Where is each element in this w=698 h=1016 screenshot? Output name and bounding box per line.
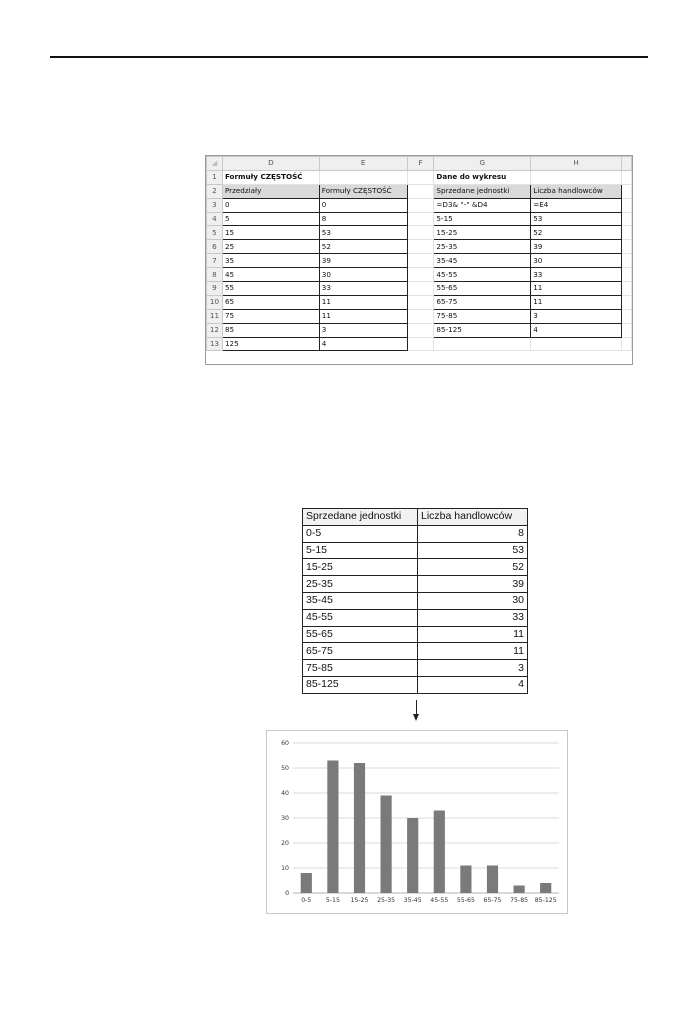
row-number[interactable]: 7 (207, 254, 223, 268)
row-number[interactable]: 12 (207, 323, 223, 337)
bar (514, 886, 525, 894)
y-tick-label: 30 (281, 815, 289, 822)
spreadsheet-screenshot (205, 155, 633, 365)
cell[interactable] (531, 170, 622, 184)
row-number[interactable]: 13 (207, 337, 223, 351)
cell[interactable]: 35-45 (434, 254, 531, 268)
spreadsheet-grid (206, 156, 632, 351)
row-number[interactable]: 8 (207, 268, 223, 282)
cell[interactable]: 5-15 (434, 212, 531, 226)
x-tick-label: 35-45 (403, 897, 422, 904)
y-tick-label: 50 (281, 765, 289, 772)
cell[interactable]: 0 (319, 198, 407, 212)
table-cell: 75-85 (303, 660, 418, 677)
cell[interactable] (407, 254, 434, 268)
cell[interactable]: 75-85 (434, 309, 531, 323)
histogram-data-table (302, 508, 528, 694)
cell[interactable]: 4 (531, 323, 622, 337)
sheet-row (207, 295, 632, 309)
x-tick-label: 45-55 (430, 897, 449, 904)
bar (540, 883, 551, 893)
table-cell: 53 (418, 542, 528, 559)
cell[interactable] (407, 198, 434, 212)
sheet-row (207, 309, 632, 323)
table-cell: 8 (418, 525, 528, 542)
table-cell: 11 (418, 626, 528, 643)
cell[interactable] (622, 337, 632, 351)
x-tick-label: 65-75 (483, 897, 502, 904)
row-number[interactable]: 4 (207, 212, 223, 226)
table-cell: 33 (418, 609, 528, 626)
bar (381, 796, 392, 894)
sheet-row (207, 170, 632, 184)
cell[interactable] (407, 170, 434, 184)
sheet-row (207, 212, 632, 226)
cell[interactable]: Formuły CZĘSTOŚĆ (222, 170, 319, 184)
column-header-blank[interactable] (622, 157, 632, 171)
x-tick-label: 25-35 (377, 897, 396, 904)
table-cell: 4 (418, 676, 528, 693)
table-cell: 3 (418, 660, 528, 677)
cell[interactable]: Formuły CZĘSTOŚĆ (319, 184, 407, 198)
cell[interactable]: 11 (531, 282, 622, 296)
cell[interactable] (622, 268, 632, 282)
x-tick-label: 5-15 (325, 897, 340, 904)
cell[interactable]: 55 (222, 282, 319, 296)
down-arrow-icon (413, 714, 419, 721)
row-number[interactable]: 3 (207, 198, 223, 212)
table-cell: 25-35 (303, 576, 418, 593)
table-row (303, 626, 528, 643)
row-number[interactable]: 6 (207, 240, 223, 254)
cell[interactable]: 11 (531, 295, 622, 309)
row-number[interactable]: 1 (207, 170, 223, 184)
bar (354, 763, 365, 893)
cell[interactable]: 45-55 (434, 268, 531, 282)
cell[interactable]: 53 (319, 226, 407, 240)
table-cell: 39 (418, 576, 528, 593)
sheet-row (207, 323, 632, 337)
cell[interactable]: 52 (531, 226, 622, 240)
cell[interactable]: 33 (319, 282, 407, 296)
cell[interactable] (622, 184, 632, 198)
cell[interactable]: 35 (222, 254, 319, 268)
cell[interactable]: 15 (222, 226, 319, 240)
cell[interactable] (622, 295, 632, 309)
cell[interactable]: 55-65 (434, 282, 531, 296)
column-header[interactable]: F (407, 157, 434, 171)
cell[interactable] (622, 309, 632, 323)
table-row (303, 576, 528, 593)
cell[interactable]: 5 (222, 212, 319, 226)
column-header-row (207, 157, 632, 171)
cell[interactable] (407, 226, 434, 240)
table-row (303, 660, 528, 677)
sheet-row (207, 268, 632, 282)
cell[interactable] (407, 184, 434, 198)
bar (460, 866, 471, 894)
cell[interactable] (319, 170, 407, 184)
table-row (303, 643, 528, 660)
cell[interactable]: 85-125 (434, 323, 531, 337)
bar (407, 818, 418, 893)
table-cell: 30 (418, 592, 528, 609)
cell[interactable] (622, 226, 632, 240)
cell[interactable]: 25-35 (434, 240, 531, 254)
cell[interactable] (407, 268, 434, 282)
bar (434, 811, 445, 894)
bar (327, 761, 338, 894)
cell[interactable]: 53 (531, 212, 622, 226)
table-cell: 65-75 (303, 643, 418, 660)
cell[interactable] (407, 337, 434, 351)
sheet-row (207, 240, 632, 254)
y-tick-label: 0 (285, 890, 289, 897)
cell[interactable]: Przedziały (222, 184, 319, 198)
row-number[interactable]: 5 (207, 226, 223, 240)
row-number[interactable]: 9 (207, 282, 223, 296)
sheet-row (207, 198, 632, 212)
cell[interactable] (622, 198, 632, 212)
page-top-rule (50, 56, 648, 58)
table-cell: 11 (418, 643, 528, 660)
column-header[interactable]: E (319, 157, 407, 171)
cell[interactable]: Dane do wykresu (434, 170, 531, 184)
sheet-row (207, 184, 632, 198)
row-number[interactable]: 11 (207, 309, 223, 323)
bar (487, 866, 498, 894)
table-header-row (303, 509, 528, 526)
cell[interactable]: =D3& "-" &D4 (434, 198, 531, 212)
cell[interactable] (407, 212, 434, 226)
table-cell: 55-65 (303, 626, 418, 643)
sheet-row (207, 254, 632, 268)
cell[interactable]: 30 (319, 268, 407, 282)
table-cell: 5-15 (303, 542, 418, 559)
table-row (303, 592, 528, 609)
cell[interactable] (407, 309, 434, 323)
cell[interactable] (622, 212, 632, 226)
cell[interactable]: 0 (222, 198, 319, 212)
x-tick-label: 15-25 (350, 897, 369, 904)
bar (301, 873, 312, 893)
x-tick-label: 75-85 (510, 897, 529, 904)
cell[interactable]: 33 (531, 268, 622, 282)
table-cell: 85-125 (303, 676, 418, 693)
table-row (303, 525, 528, 542)
cell[interactable] (622, 282, 632, 296)
cell[interactable]: 52 (319, 240, 407, 254)
table-cell: 0-5 (303, 525, 418, 542)
cell[interactable]: =E4 (531, 198, 622, 212)
table-row (303, 609, 528, 626)
histogram-chart (266, 730, 568, 914)
y-tick-label: 20 (281, 840, 289, 847)
cell[interactable]: 125 (222, 337, 319, 351)
cell[interactable]: 85 (222, 323, 319, 337)
row-number[interactable]: 10 (207, 295, 223, 309)
sheet-row (207, 226, 632, 240)
cell[interactable]: 11 (319, 309, 407, 323)
x-tick-label: 55-65 (456, 897, 475, 904)
cell[interactable]: 39 (531, 240, 622, 254)
cell[interactable] (407, 295, 434, 309)
cell[interactable] (622, 323, 632, 337)
cell[interactable] (622, 170, 632, 184)
cell[interactable]: 3 (319, 323, 407, 337)
cell[interactable] (407, 240, 434, 254)
cell[interactable]: 4 (319, 337, 407, 351)
sheet-row (207, 337, 632, 351)
cell[interactable] (622, 240, 632, 254)
cell[interactable]: 11 (319, 295, 407, 309)
histogram-chart-svg (267, 731, 567, 913)
table-cell: 45-55 (303, 609, 418, 626)
cell[interactable]: 15-25 (434, 226, 531, 240)
cell[interactable]: 30 (531, 254, 622, 268)
table-cell: 35-45 (303, 592, 418, 609)
cell[interactable]: 39 (319, 254, 407, 268)
cell[interactable]: 3 (531, 309, 622, 323)
column-header[interactable]: D (222, 157, 319, 171)
x-tick-label: 0-5 (301, 897, 312, 904)
sheet-row (207, 282, 632, 296)
table-cell: 15-25 (303, 559, 418, 576)
cell[interactable] (407, 282, 434, 296)
select-all-corner[interactable]: ◢ (207, 157, 223, 171)
cell[interactable] (531, 337, 622, 351)
x-tick-label: 85-125 (534, 897, 557, 904)
cell[interactable]: 25 (222, 240, 319, 254)
column-header[interactable]: G (434, 157, 531, 171)
cell[interactable]: 45 (222, 268, 319, 282)
y-tick-label: 10 (281, 865, 289, 872)
cell[interactable] (407, 323, 434, 337)
table-header: Sprzedane jednostki (303, 509, 418, 526)
cell[interactable]: Sprzedane jednostki (434, 184, 531, 198)
cell[interactable]: 8 (319, 212, 407, 226)
y-tick-label: 40 (281, 790, 289, 797)
table-row (303, 676, 528, 693)
table-row (303, 559, 528, 576)
column-header[interactable]: H (531, 157, 622, 171)
cell[interactable]: Liczba handlowców (531, 184, 622, 198)
table-header: Liczba handlowców (418, 509, 528, 526)
table-cell: 52 (418, 559, 528, 576)
cell[interactable] (622, 254, 632, 268)
y-tick-label: 60 (281, 740, 289, 747)
cell[interactable]: 75 (222, 309, 319, 323)
table-row (303, 542, 528, 559)
row-number[interactable]: 2 (207, 184, 223, 198)
cell[interactable]: 65-75 (434, 295, 531, 309)
cell[interactable] (434, 337, 531, 351)
cell[interactable]: 65 (222, 295, 319, 309)
